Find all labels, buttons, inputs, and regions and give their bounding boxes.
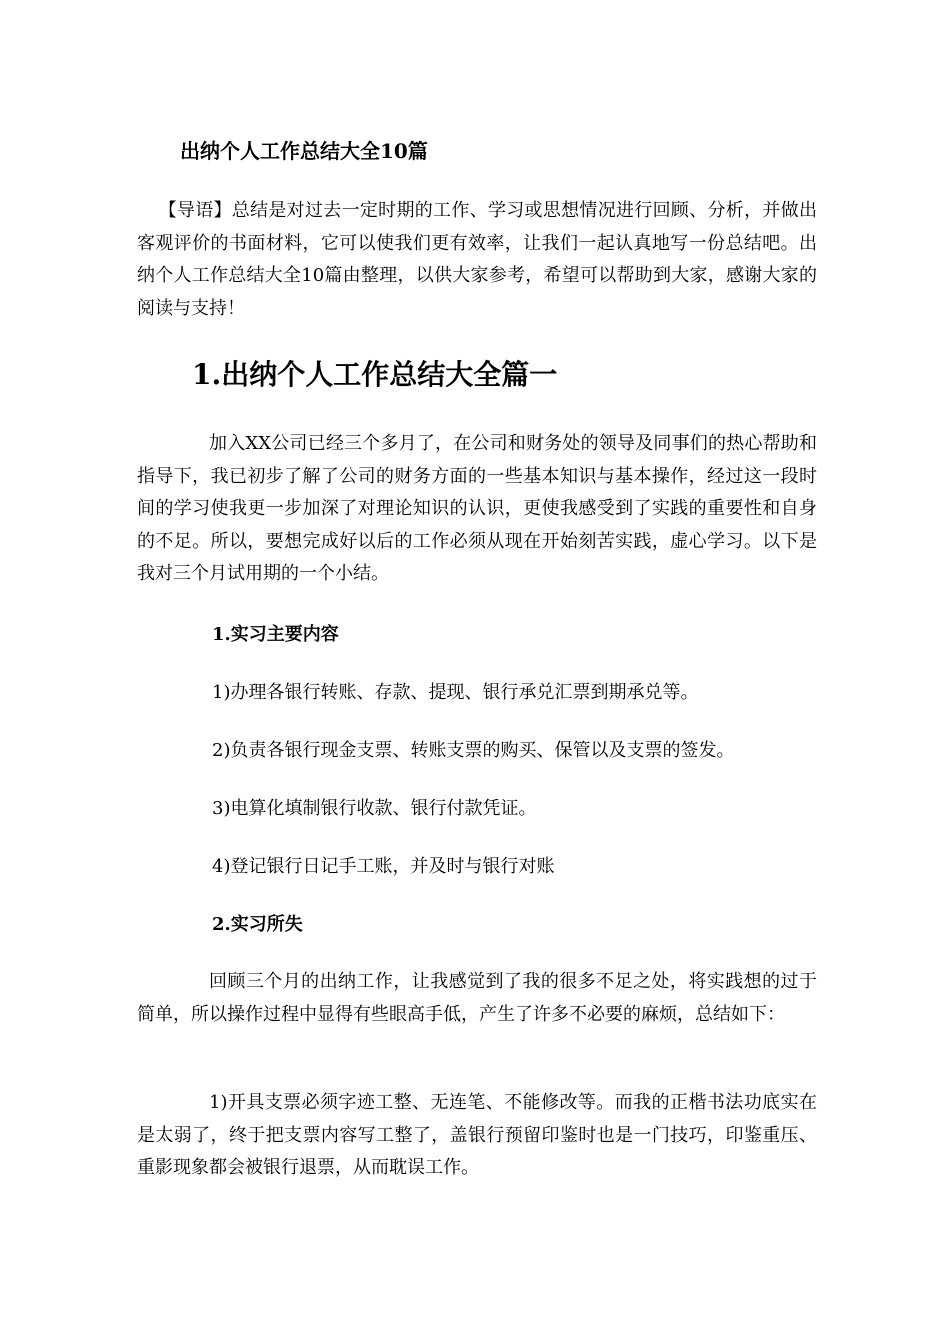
intro-paragraph: 【导语】总结是对过去一定时期的工作、学习或思想情况进行回顾、分析，并做出客观评价的书面材料，它可以使我们更有效率，让我们一起认真地写一份总结吧。出纳个人工作总结大全10篇由整理，以供大家参考，希望可以帮助到大家，感谢大家的阅读与支持！: [137, 200, 817, 319]
body-paragraph-2: 回顾三个月的出纳工作，让我感觉到了我的很多不足之处，将实践想的过于简单，所以操作过程中显得有些眼高手低，产生了许多不必要的麻烦，总结如下：: [137, 971, 817, 1025]
list-item-2: 2)负责各银行现金支票、转账支票的购买、保管以及支票的签发。: [212, 740, 735, 761]
body-paragraph-3: 1)开具支票必须字迹工整、无连笔、不能修改等。而我的正楷书法功底实在是太弱了，终于把支票内容写工整了，盖银行预留印鉴时也是一门技巧，印鉴重压、重影现象都会被银行退票，从而耽误工作。: [137, 1092, 817, 1178]
section-heading: 1.出纳个人工作总结大全篇一: [192, 358, 558, 391]
list-item-3: 3)电算化填制银行收款、银行付款凭证。: [212, 798, 537, 819]
body-paragraph-1: 加入XX公司已经三个多月了，在公司和财务处的领导及同事们的热心帮助和指导下，我已初步了解了公司的财务方面的一些基本知识与基本操作，经过这一段时间的学习使我更一步加深了对理论知识的认识，更使我感受到了实践的重要性和自身的不足。所以，要想完成好以后的工作必须从现在开始刻苦实践，虚心学习。以下是我对三个月试用期的一个小结。: [137, 433, 817, 584]
document-title: 出纳个人工作总结大全10篇: [180, 139, 428, 163]
subheading-2: 2.实习所失: [212, 914, 303, 935]
list-item-1: 1)办理各银行转账、存款、提现、银行承兑汇票到期承兑等。: [212, 682, 699, 703]
subheading-1: 1.实习主要内容: [212, 624, 339, 645]
list-item-4: 4)登记银行日记手工账，并及时与银行对账: [212, 856, 555, 877]
